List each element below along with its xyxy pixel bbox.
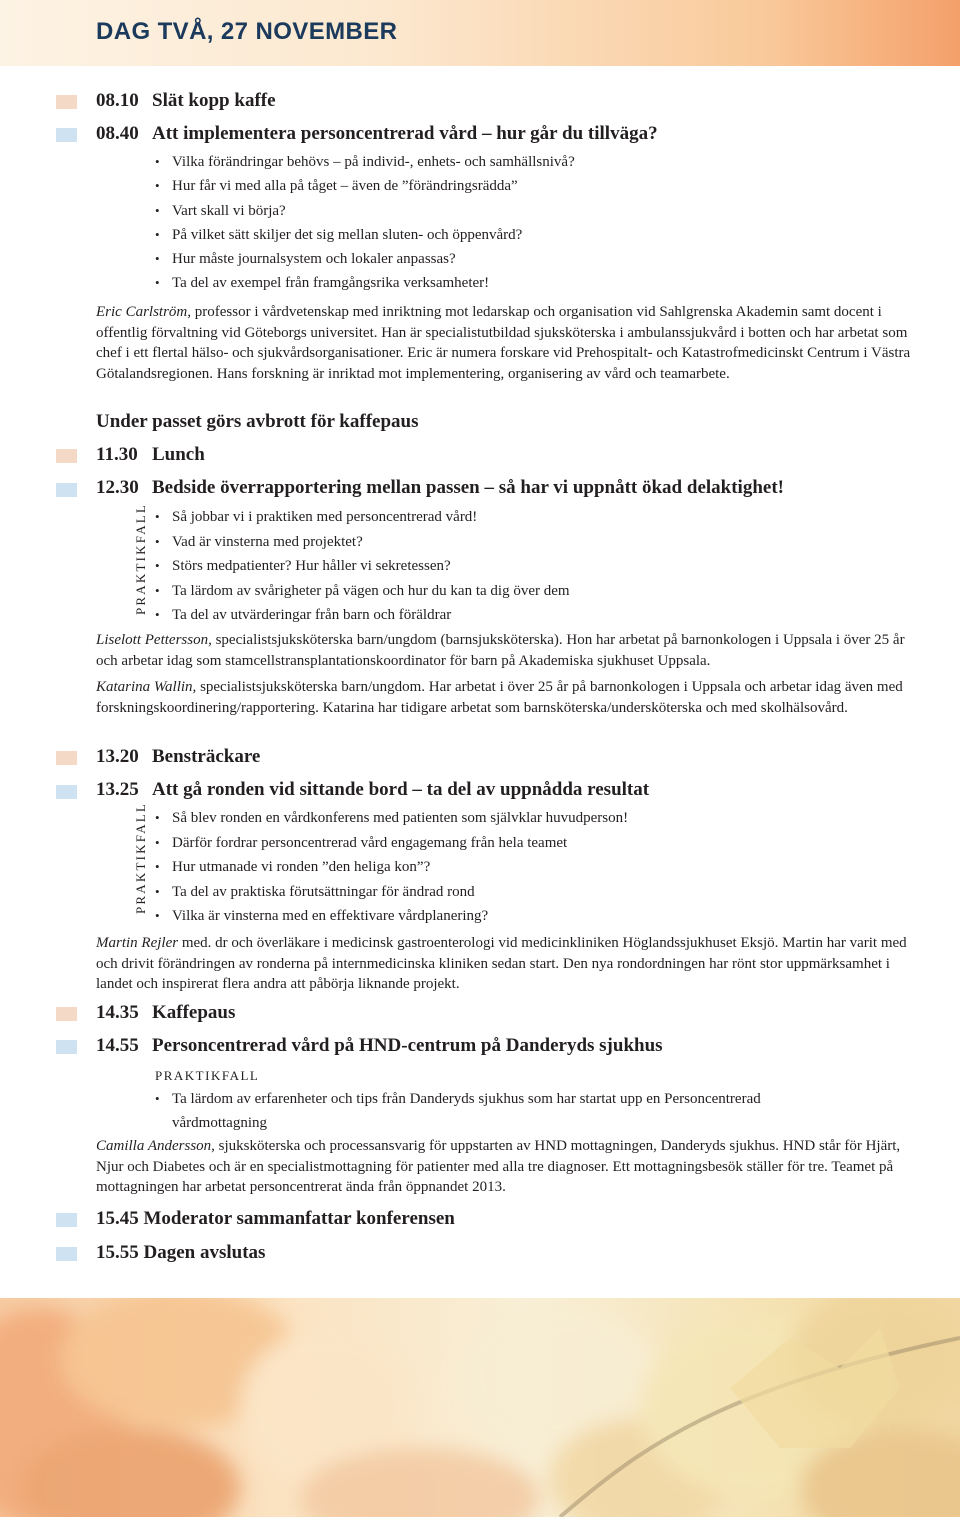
speaker-bio: [96, 933, 916, 995]
case-label: PRAKTIKFALL: [133, 502, 148, 615]
session-marker: [56, 1213, 77, 1227]
leaves-illustration: [0, 1298, 960, 1517]
session-1130: [96, 444, 205, 466]
list-item: • Därför fordrar personcentrerad vård engagemang från hela teamet: [155, 831, 628, 856]
session-time: 08.40: [96, 123, 139, 144]
session-time: 11.30: [96, 444, 138, 465]
page-title: DAG TVÅ, 27 NOVEMBER: [96, 18, 398, 45]
speaker-bio: [96, 1136, 916, 1198]
session-1325: [96, 779, 649, 801]
session-0810: [96, 90, 276, 112]
speaker-description: specialistsjuksköterska barn/ungdom. Har arbetat i över 25 år på barnonkologen i Uppsala och arbetar idag även med forskningskoordinering/rapportering. Katarina har tidigare arbetat som barnsköterska/undersköterska och med skolhälsovård.: [96, 679, 903, 716]
session-1455: [96, 1035, 663, 1057]
list-item: • Vilka förändringar behövs – på individ-, enhets- och samhällsnivå?: [155, 150, 575, 174]
speaker-description: med. dr och överläkare i medicinsk gastroenterologi vid medicinkliniken Höglandssjukhuset Eksjö. Martin har varit med och drivit förändringen av ronderna på internmedicinska kliniken sedan start. Den nya rondordningen har rönt stor uppmärksamhet i landet och inspirerat flera andra att påbörja liknande projekt.: [96, 935, 907, 993]
speaker-name: Martin Rejler: [96, 935, 179, 951]
session-time: 13.25: [96, 779, 139, 800]
session-0840: [96, 123, 658, 145]
session-title: Att implementera personcentrerad vård – hur går du tillväga?: [152, 123, 658, 144]
session-1435: [96, 1002, 235, 1024]
bullet-text-line-1: Ta lärdom av erfarenheter och tips från Danderyds sjukhus som har startat upp en Personcentrerad: [172, 1091, 761, 1107]
bullet-text-line-2: vårdmottagning: [172, 1115, 267, 1132]
list-item: • Ta lärdom av svårigheter på vägen och hur du kan ta dig över dem: [155, 579, 570, 604]
speaker-name: Camilla Andersson,: [96, 1138, 215, 1154]
speaker-bio: [96, 630, 916, 671]
list-item: • Ta del av exempel från framgångsrika verksamheter!: [155, 271, 575, 295]
bullet-list: [155, 1087, 761, 1132]
session-title: Personcentrerad vård på HND-centrum på Danderyds sjukhus: [152, 1035, 663, 1056]
session-1320: [96, 746, 260, 768]
session-marker: [56, 483, 77, 497]
session-marker: [56, 1040, 77, 1054]
list-item: • Vilka är vinsterna med en effektivare vårdplanering?: [155, 904, 628, 929]
session-time: 08.10: [96, 90, 139, 111]
speaker-name: Liselott Pettersson,: [96, 632, 212, 648]
session-marker: [56, 785, 77, 799]
list-item: • Hur får vi med alla på tåget – även de ”förändringsrädda”: [155, 174, 575, 198]
session-1230: [96, 477, 784, 499]
list-item: • Vart skall vi börja?: [155, 199, 575, 223]
session-time: 13.20: [96, 746, 139, 767]
list-item: • På vilket sätt skiljer det sig mellan sluten- och öppenvård?: [155, 223, 575, 247]
session-1545: 15.45 Moderator sammanfattar konferensen: [96, 1208, 455, 1229]
list-item: [155, 1087, 761, 1132]
session-1555: 15.55 Dagen avslutas: [96, 1242, 266, 1263]
bullet-list: [155, 806, 628, 929]
session-title: Kaffepaus: [152, 1002, 236, 1023]
session-title: Att gå ronden vid sittande bord – ta del av uppnådda resultat: [152, 779, 650, 800]
session-marker: [56, 95, 77, 109]
list-item: • Störs medpatienter? Hur håller vi sekretessen?: [155, 554, 570, 579]
list-item: • Hur utmanade vi ronden ”den heliga kon”?: [155, 855, 628, 880]
list-item: • Ta del av praktiska förutsättningar för ändrad rond: [155, 880, 628, 905]
speaker-description: specialistsjuksköterska barn/ungdom (barnsjuksköterska). Hon har arbetat på barnonkologen i Uppsala i över 25 år och arbetar idag som stamcellstransplantationskoordinator för barn på Akademiska sjukhuset Uppsala.: [96, 632, 905, 669]
bullet-list: [155, 150, 575, 296]
break-note: Under passet görs avbrott för kaffepaus: [96, 411, 419, 432]
session-title: Bensträckare: [152, 746, 261, 767]
session-time: 12.30: [96, 477, 139, 498]
speaker-name: Eric Carlström,: [96, 304, 192, 320]
speaker-bio: [96, 302, 916, 385]
list-item: • Vad är vinsterna med projektet?: [155, 530, 570, 555]
list-item: • Så jobbar vi i praktiken med personcentrerad vård!: [155, 505, 570, 530]
speaker-description: sjuksköterska och processansvarig för uppstarten av HND mottagningen, Danderyds sjukhus. HND står för Hjärt, Njur och Diabetes och är en specialistmottagning för patienter med alla tre diagnoser. Ett mottagningsbesök ställer för tre. Teamet på mottagningen har arbetat personcentrerat ända från öppnandet 2013.: [96, 1138, 901, 1196]
bullet-list: [155, 505, 570, 628]
session-time: 14.55: [96, 1035, 139, 1056]
session-marker: [56, 449, 77, 463]
autumn-leaves-image: [0, 1298, 960, 1517]
speaker-description: professor i vårdvetenskap med inriktning mot ledarskap och organisation vid Sahlgrenska Akademin samt docent i offentlig förvaltning vid Göteborgs universitet. Han är specialistutbildad sjuksköterska i ambulanssjukvård i botten och har arbetat som chef i ett flertal hälso- och sjukvårdsorganisationer. Eric är numera forskare vid Prehospitalt- och Katastrofmedicinskt Centrum i Västra Götalandsregionen. Hans forskning är inriktad mot implementering, organisering av vård och teamarbete.: [96, 304, 911, 383]
case-label: PRAKTIKFALL: [133, 801, 148, 914]
session-title: Bedside överrapportering mellan passen – så har vi uppnått ökad delaktighet!: [152, 477, 784, 498]
session-title: Slät kopp kaffe: [152, 90, 276, 111]
session-time: 14.35: [96, 1002, 139, 1023]
list-item: • Ta del av utvärderingar från barn och föräldrar: [155, 603, 570, 628]
session-title: Lunch: [152, 444, 205, 465]
speaker-bio: [96, 677, 916, 718]
session-marker: [56, 1247, 77, 1261]
session-marker: [56, 128, 77, 142]
session-marker: [56, 1007, 77, 1021]
speaker-name: Katarina Wallin,: [96, 679, 197, 695]
session-marker: [56, 751, 77, 765]
list-item: • Så blev ronden en vårdkonferens med patienten som självklar huvudperson!: [155, 806, 628, 831]
case-label: PRAKTIKFALL: [155, 1068, 260, 1083]
list-item: • Hur måste journalsystem och lokaler anpassas?: [155, 247, 575, 271]
